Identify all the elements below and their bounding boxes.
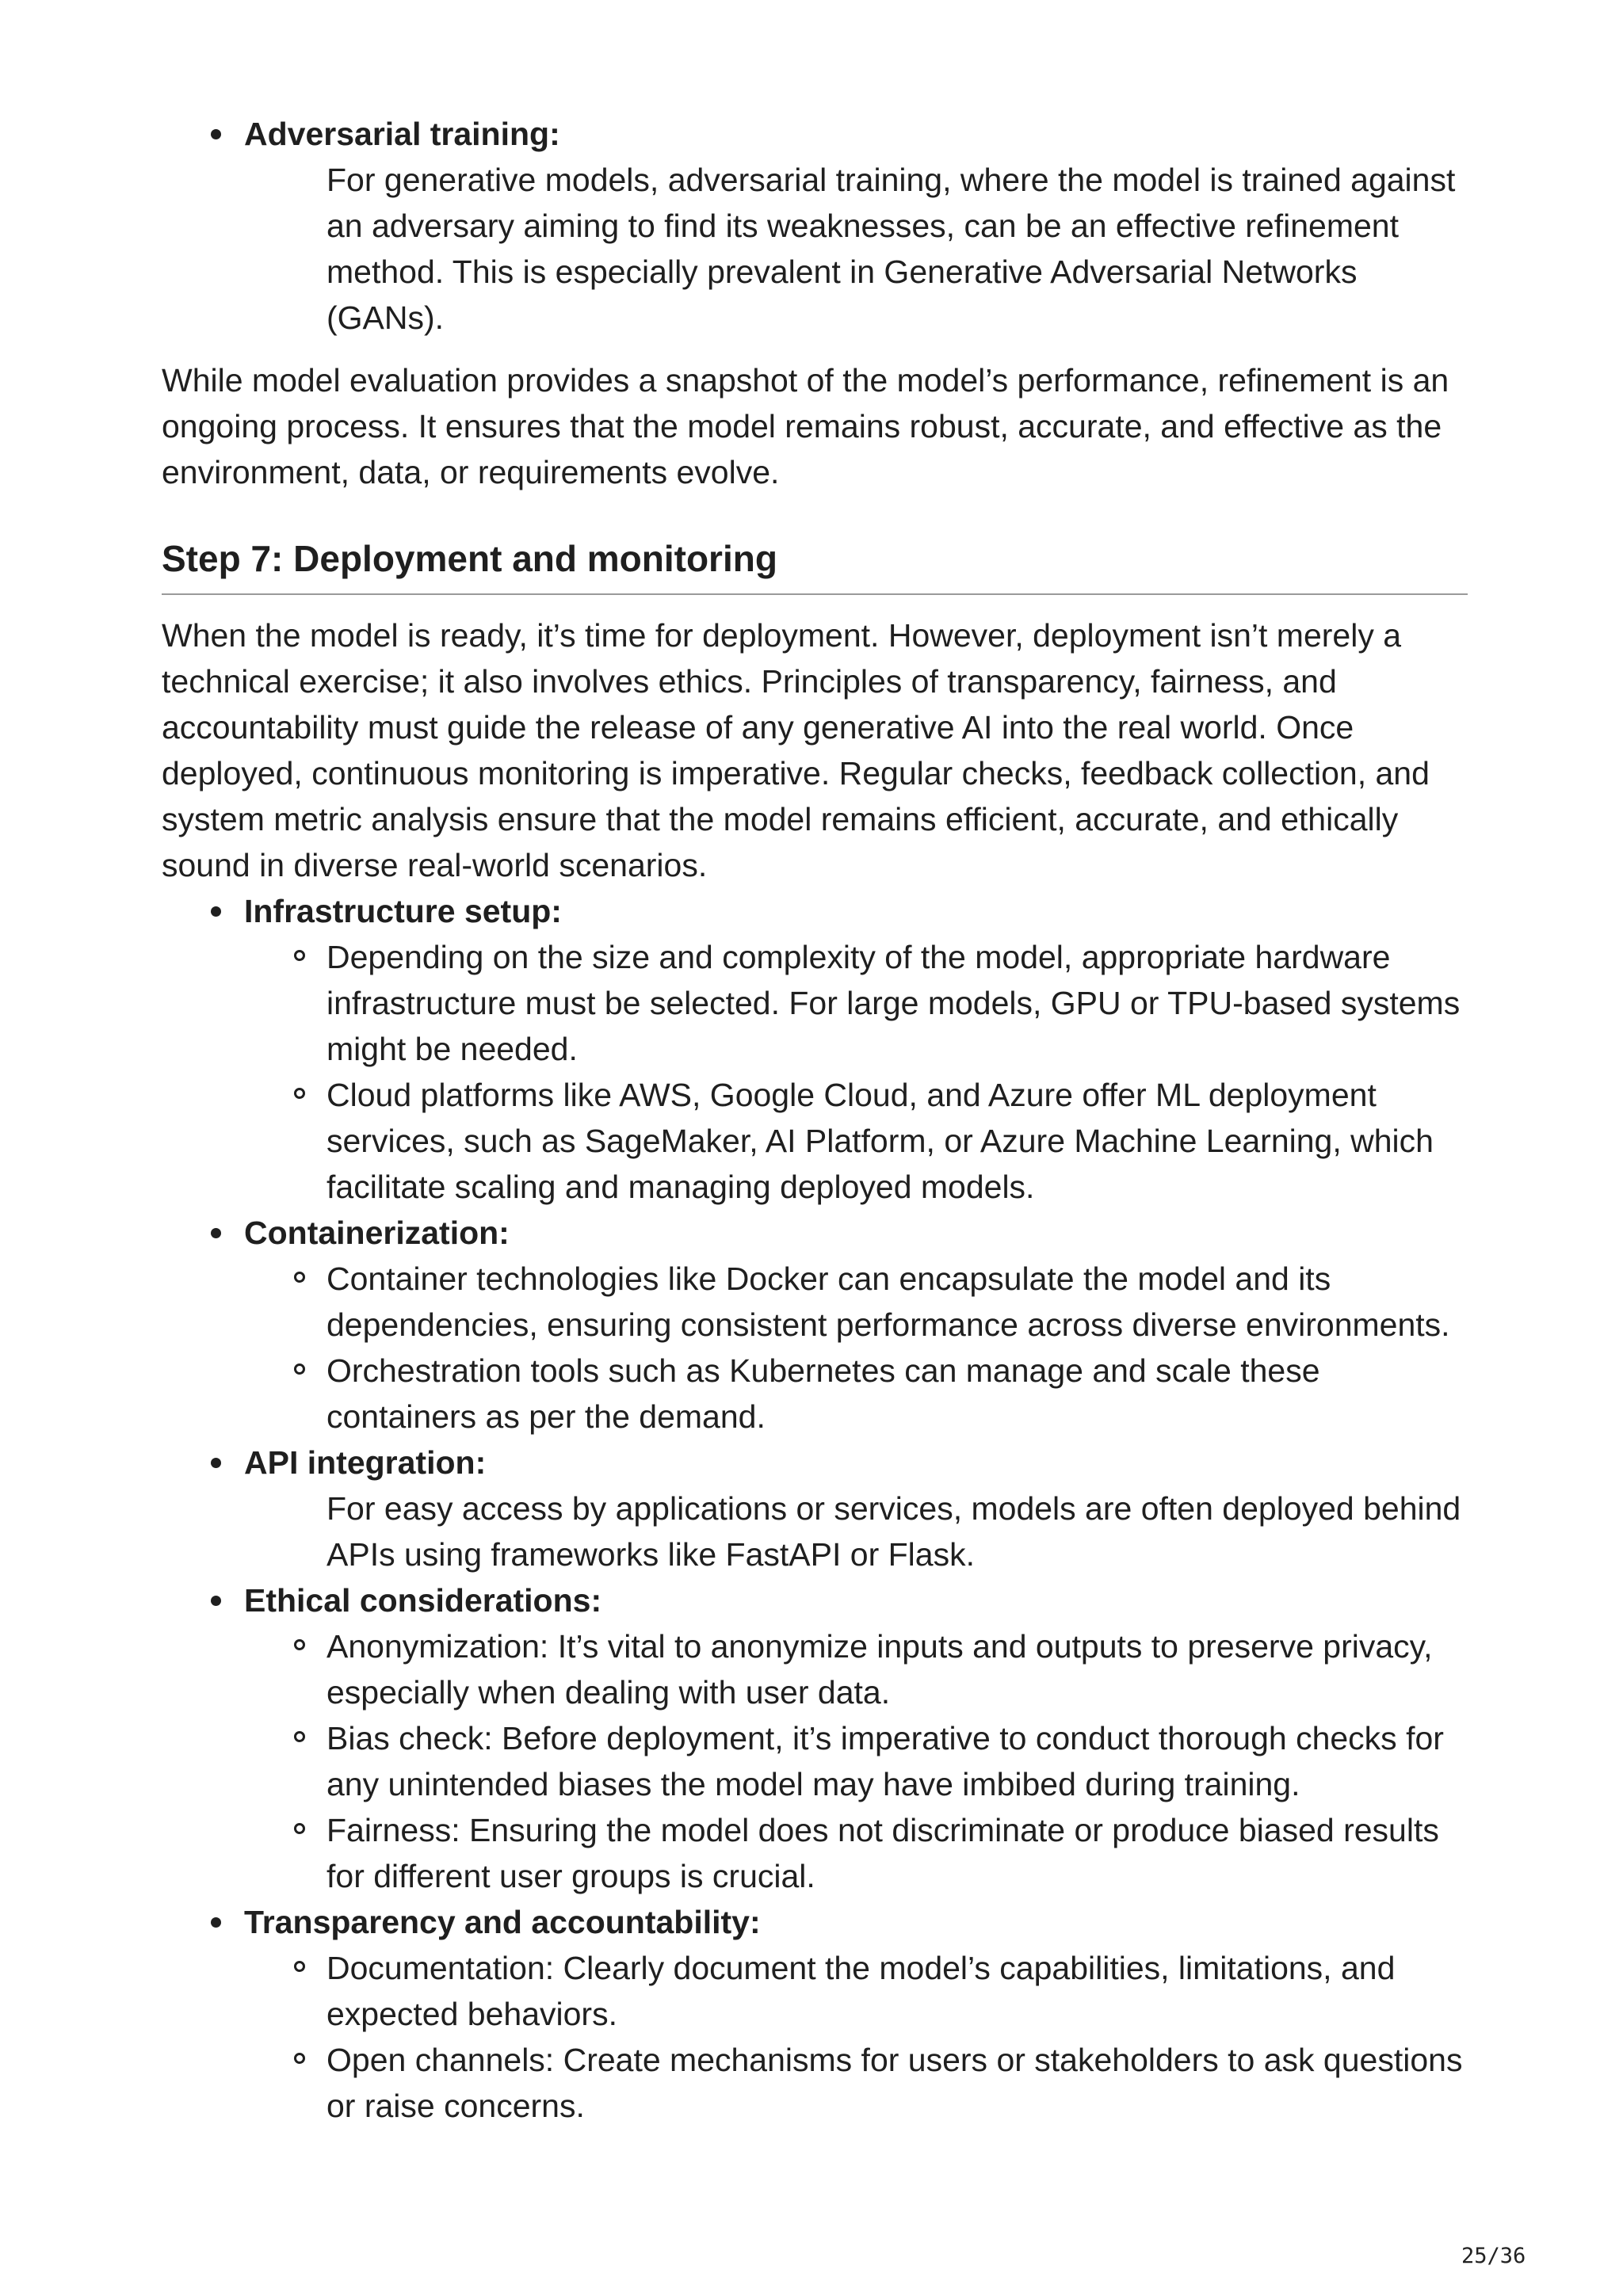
page-number: 25/36 <box>1461 2244 1526 2268</box>
sub-list-item: Documentation: Clearly document the model’s capabilities, limitations, and expected behaviors. <box>327 1945 1469 2037</box>
list-item-title: Adversarial training: <box>244 116 560 152</box>
sub-list-item: Fairness: Ensuring the model does not discriminate or produce biased results for different user groups is crucial. <box>327 1807 1469 1899</box>
sub-list-item: Container technologies like Docker can encapsulate the model and its dependencies, ensuring consistent performance across diverse environments. <box>327 1256 1469 1348</box>
list-item-title: Containerization: <box>244 1215 510 1251</box>
page-content <box>162 111 1469 2129</box>
list-item-title: Infrastructure setup: <box>244 893 562 929</box>
list-item-infrastructure <box>244 888 1469 1210</box>
sub-list-item: Anonymization: It’s vital to anonymize inputs and outputs to preserve privacy, especially when dealing with user data. <box>327 1623 1469 1715</box>
list-item-text: For easy access by applications or services, models are often deployed behind APIs using frameworks like FastAPI or Flask. <box>327 1490 1461 1573</box>
list-item-transparency <box>244 1899 1469 2129</box>
sub-list <box>244 1623 1469 1899</box>
sub-list <box>244 934 1469 1210</box>
body-paragraph: While model evaluation provides a snapshot of the model’s performance, refinement is an ongoing process. It ensures that the model remains robust, accurate, and effective as the environment, data, or requirements evolve. <box>162 362 1449 490</box>
sub-list-item: Cloud platforms like AWS, Google Cloud, and Azure offer ML deployment services, such as SageMaker, AI Platform, or Azure Machine Learning, which facilitate scaling and managing deployed models. <box>327 1072 1469 1210</box>
sub-list-item: Bias check: Before deployment, it’s imperative to conduct thorough checks for any unintended biases the model may have imbibed during training. <box>327 1715 1469 1807</box>
list-item <box>244 111 1469 341</box>
sub-list-item: Depending on the size and complexity of the model, appropriate hardware infrastructure must be selected. For large models, GPU or TPU-based systems might be needed. <box>327 934 1469 1072</box>
list-item-containerization <box>244 1210 1469 1440</box>
list-item-text: For generative models, adversarial training, where the model is trained against an adversary aiming to find its weaknesses, can be an effective refinement method. This is especially prevalent in Generative Adversarial Networks (GANs). <box>327 162 1456 336</box>
refinement-list <box>162 111 1469 341</box>
deployment-list <box>162 888 1469 2129</box>
sub-list-item: Orchestration tools such as Kubernetes can manage and scale these containers as per the demand. <box>327 1348 1469 1440</box>
list-item-title: Ethical considerations: <box>244 1582 602 1619</box>
section-heading: Step 7: Deployment and monitoring <box>162 535 1468 595</box>
section-intro-paragraph: When the model is ready, it’s time for deployment. However, deployment isn’t merely a technical exercise; it also involves ethics. Principles of transparency, fairness, and accountability must guide the release of any generative AI into the real world. Once deployed, continuous monitoring is imperative. Regular checks, feedback collection, and system metric analysis ensure that the model remains efficient, accurate, and ethically sound in diverse real-world scenarios. <box>162 617 1430 883</box>
list-item-title: Transparency and accountability: <box>244 1904 761 1940</box>
list-item-title: API integration: <box>244 1444 487 1481</box>
list-item-api-integration <box>244 1440 1469 1577</box>
sub-list-item: Open channels: Create mechanisms for users or stakeholders to ask questions or raise concerns. <box>327 2037 1469 2129</box>
sub-list <box>244 1256 1469 1440</box>
sub-list <box>244 1945 1469 2129</box>
list-item-ethical-considerations <box>244 1577 1469 1899</box>
